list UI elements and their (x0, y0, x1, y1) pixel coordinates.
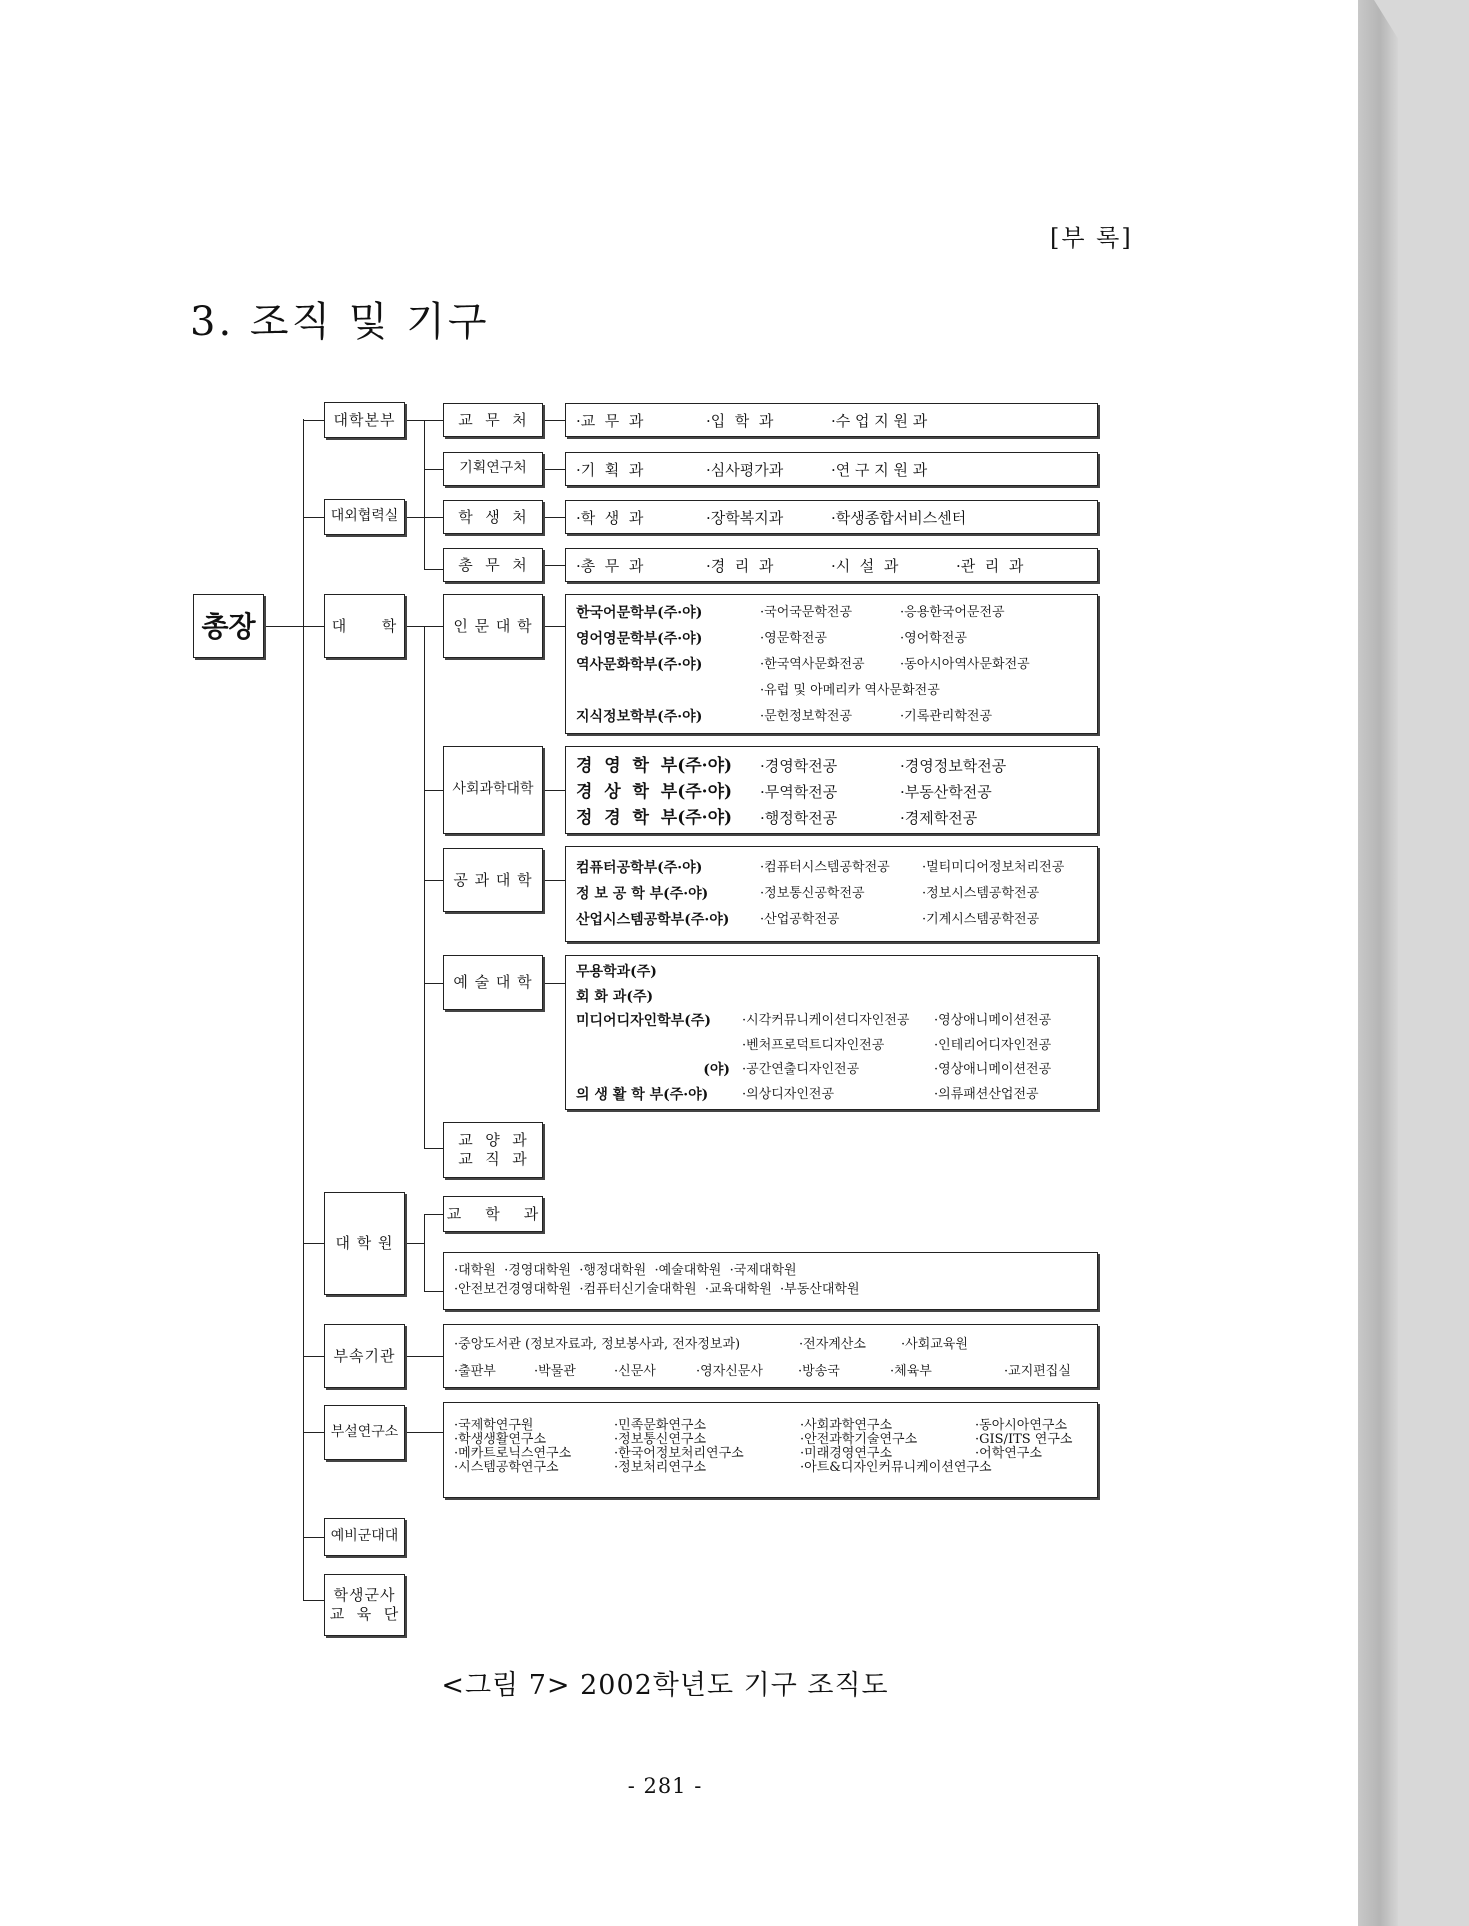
office-academic: 교 무 처 (443, 403, 543, 437)
page-number: - 281 - (627, 1774, 703, 1798)
humanities-detail: 한국어문학부(주·야) ·국어국문학전공 ·응용한국어문전공 영어영문학부(주·야) ·영문학전공 ·영어학전공 역사문화학부(주·야) ·한국역사문화전공 ·동아시아역사문화전공 ·유럽 및 아메리카 역사문화전공 지식정보학부(주·야) ·문헌정보학전공 ·기록관리학전공 (565, 594, 1098, 734)
affiliated-box: 부속기관 (324, 1324, 405, 1388)
section-tag: [부 록] (1050, 224, 1133, 252)
office-planning: 기획연구처 (443, 452, 543, 486)
social-science-detail: 경 영 학 부(주·야) ·경영학전공 ·경영정보학전공 경 상 학 부(주·야) ·무역학전공 ·부동산학전공 정 경 학 부(주·야) ·행정학전공 ·경제학전공 (565, 746, 1098, 834)
arts-detail: 무용학과(주) 회 화 과(주) 미디어디자인학부(주) ·시각커뮤니케이션디자인전공 ·영상애니메이션전공 ·벤처프로덕트디자인전공 ·인테리어디자인전공 (야) ·공간연출디자인전공 ·영상애니메이션전공 의 생 활 학 부(주·야) ·의상디자인전공 ·의류패션산업전공 (565, 955, 1098, 1110)
president-box: 총장 (193, 594, 264, 658)
college-arts: 예 술 대 학 (443, 955, 543, 1010)
graduate-school-box: 대 학 원 (324, 1192, 405, 1295)
institutes-box: 부설연구소 (324, 1405, 405, 1460)
office-academic-depts: ·교 무 과 ·입 학 과 ·수 업 지 원 과 (565, 403, 1098, 437)
grad-academic-affairs: 교 학 과 (443, 1196, 543, 1232)
office-planning-depts: ·기 획 과 ·심사평가과 ·연 구 지 원 과 (565, 452, 1098, 486)
liberal-teaching-box: 교 양 과 교 직 과 (443, 1122, 543, 1178)
section-title: 3. 조직 및 기구 (190, 299, 490, 345)
figure-caption: <그림 7> 2002학년도 기구 조직도 (441, 1670, 889, 1701)
reserve-box: 예비군대대 (324, 1518, 405, 1556)
college-humanities: 인 문 대 학 (443, 594, 543, 658)
graduate-schools-detail: ·대학원 ·경영대학원 ·행정대학원 ·예술대학원 ·국제대학원 ·안전보건경영대학원 ·컴퓨터신기술대학원 ·교육대학원 ·부동산대학원 (443, 1252, 1098, 1310)
hq-box: 대학본부 (324, 402, 405, 438)
college-social-science: 사회과학대학 (443, 746, 543, 834)
office-general-depts: ·총 무 과 ·경 리 과 ·시 설 과 ·관 리 과 (565, 548, 1098, 582)
college-engineering: 공 과 대 학 (443, 848, 543, 912)
rotc-box: 학생군사 교 육 단 (324, 1574, 405, 1636)
office-student: 학 생 처 (443, 500, 543, 534)
colleges-box: 대 학 (324, 594, 405, 658)
office-student-depts: ·학 생 과 ·장학복지과 ·학생종합서비스센터 (565, 500, 1098, 534)
page-stack-edge (1358, 0, 1398, 1926)
institutes-detail: ·국제학연구원 ·민족문화연구소 ·사회과학연구소 ·동아시아연구소 ·학생생활연구소 ·정보통신연구소 ·안전과학기술연구소 ·GIS/ITS 연구소 ·메카트로닉스연구소 ·한국어정보처리연구소 ·미래경영연구소 ·어학연구소 ·시스템공학연구소 ·정보처리연구소 ·아트&디자인커뮤니케이션연구소 (443, 1402, 1098, 1498)
office-general: 총 무 처 (443, 548, 543, 582)
intl-office-box: 대외협력실 (324, 499, 405, 535)
engineering-detail: 컴퓨터공학부(주·야) ·컴퓨터시스템공학전공 ·멀티미디어정보처리전공 정 보 공 학 부(주·야) ·정보통신공학전공 ·정보시스템공학전공 산업시스템공학부(주·야) ·산업공학전공 ·기계시스템공학전공 (565, 846, 1098, 942)
affiliated-detail: ·중앙도서관 (정보자료과, 정보봉사과, 전자정보과) ·전자계산소 ·사회교육원 ·출판부 ·박물관 ·신문사 ·영자신문사 ·방송국 ·체육부 ·교지편집실 (443, 1324, 1098, 1388)
